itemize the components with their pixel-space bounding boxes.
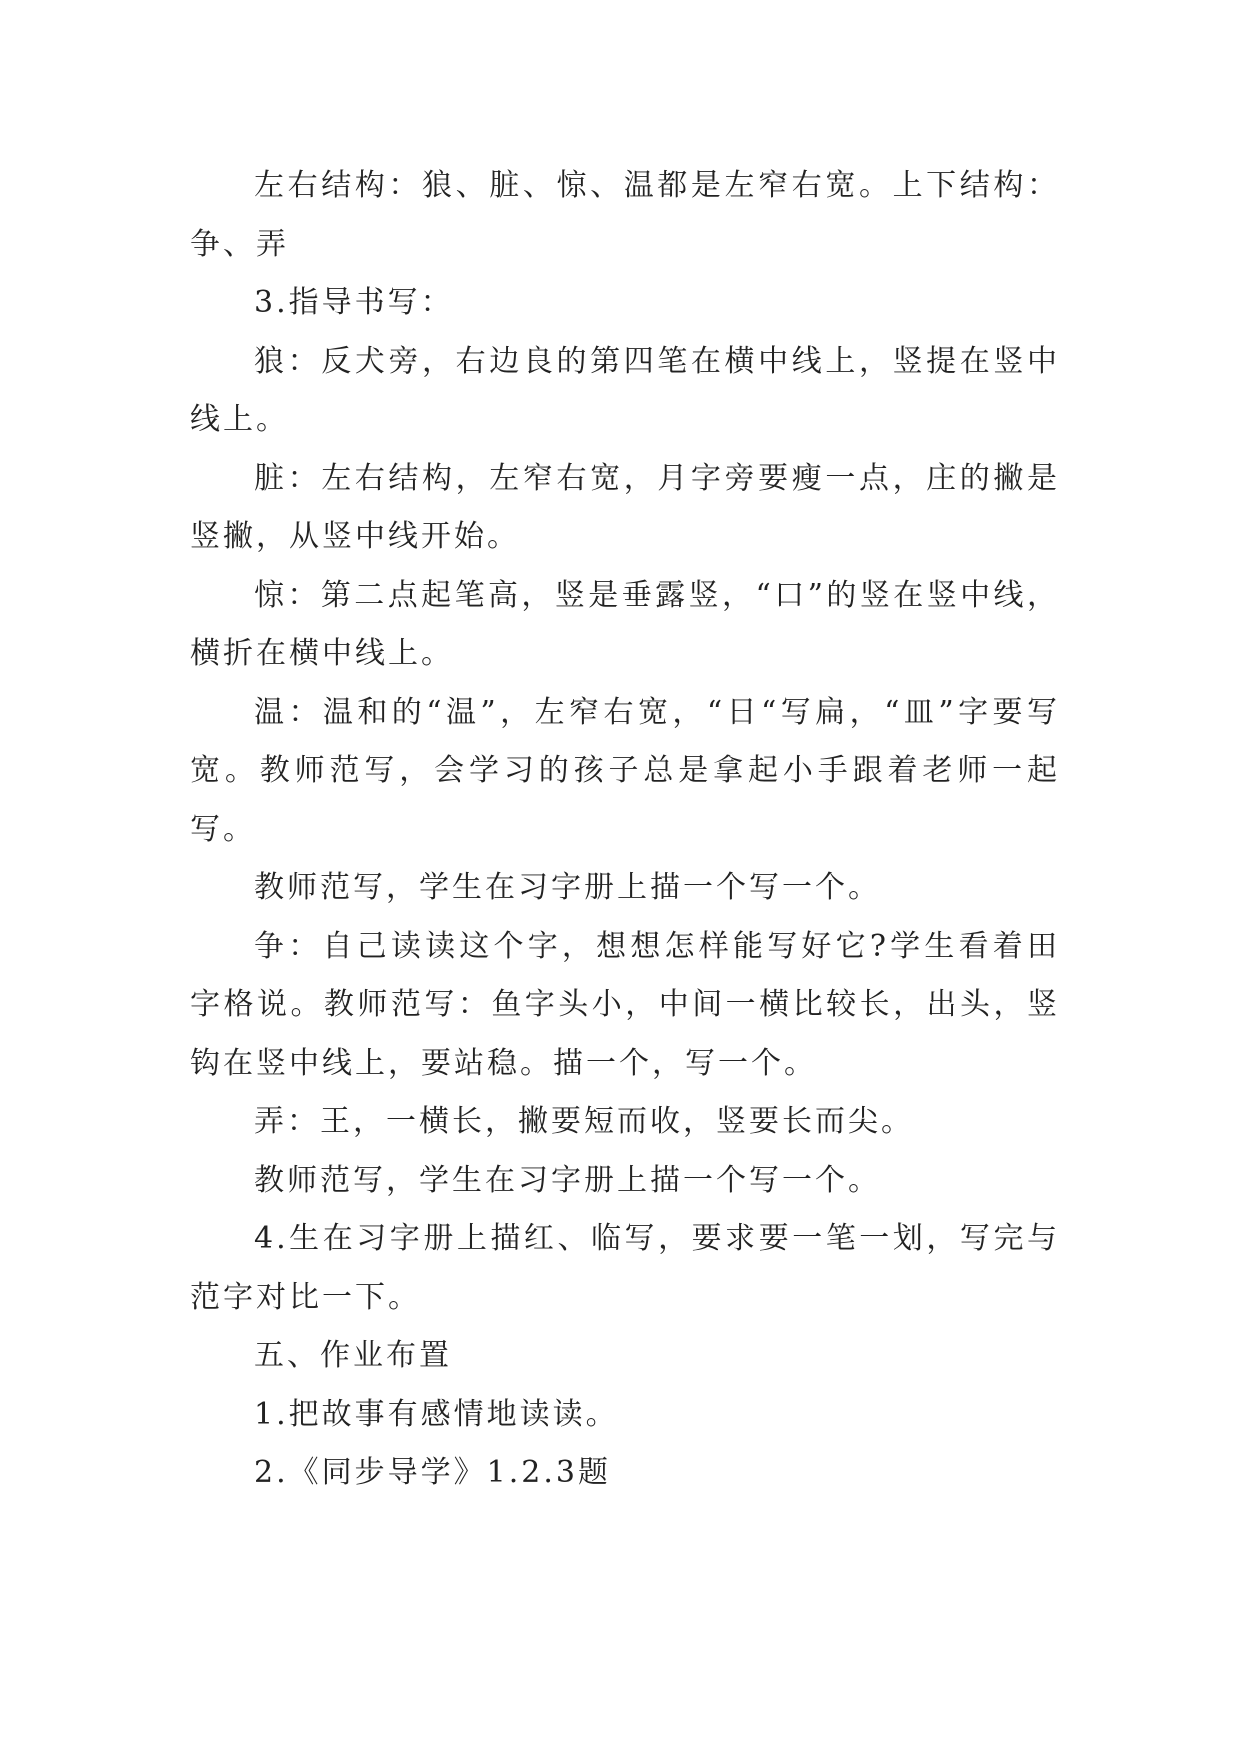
paragraph-teacher-demo-1: 教师范写，学生在习字册上描一个写一个。 bbox=[254, 870, 881, 905]
homework-item-1: 1.把故事有感情地读读。 bbox=[254, 1396, 619, 1432]
paragraph-nong: 弄：王，一横长，撇要短而收，竖要长而尖。 bbox=[254, 1104, 914, 1139]
paragraph-practice: 4.生在习字册上描红、临写，要求要一笔一划，写完与范字对比一下。 bbox=[190, 1221, 1060, 1315]
paragraph-zang: 脏：左右结构，左窄右宽，月字旁要瘦一点，庄的撇是竖撇，从竖中线开始。 bbox=[190, 460, 1060, 554]
homework-item-2: 2.《同步导学》1.2.3题 bbox=[254, 1455, 611, 1490]
paragraph-writing-guide-heading: 3.指导书写： bbox=[254, 285, 454, 320]
paragraph-structure: 左右结构：狼、脏、惊、温都是左窄右宽。上下结构：争、弄 bbox=[190, 168, 1060, 262]
paragraph-wen: 温：温和的“温”，左窄右宽，“日“写扁，“皿”字要写宽。教师范写，会学习的孩子总是拿起小手跟着老师一起写。 bbox=[190, 694, 1060, 847]
paragraph-teacher-demo-2: 教师范写，学生在习字册上描一个写一个。 bbox=[254, 1162, 881, 1198]
paragraph-lang: 狼：反犬旁，右边良的第四笔在横中线上，竖提在竖中线上。 bbox=[190, 343, 1060, 437]
section-heading-homework: 五、作业布置 bbox=[254, 1338, 452, 1373]
paragraph-zheng: 争：自己读读这个字，想想怎样能写好它?学生看着田字格说。教师范写：鱼字头小，中间一横比较长，出头，竖钩在竖中线上，要站稳。描一个，写一个。 bbox=[190, 928, 1060, 1081]
document-body bbox=[190, 157, 1060, 1503]
paragraph-jing: 惊：第二点起笔高，竖是垂露竖，“口”的竖在竖中线，横折在横中线上。 bbox=[190, 577, 1060, 671]
